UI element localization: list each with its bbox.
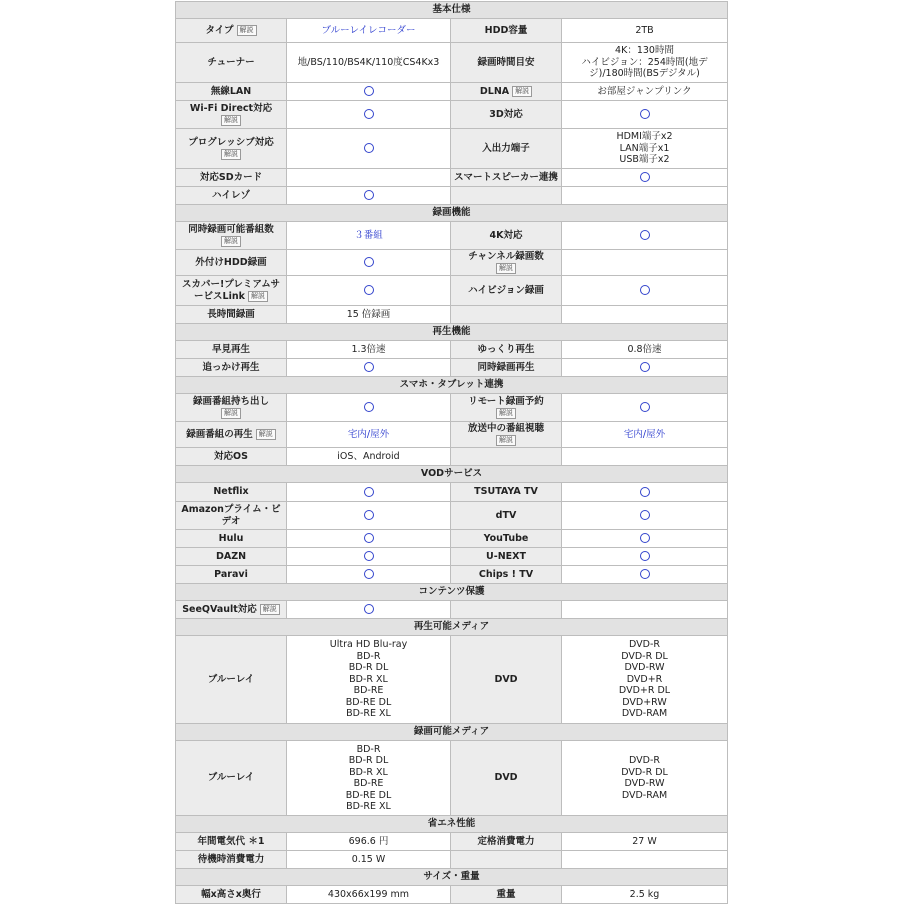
spec-label <box>176 502 287 530</box>
spec-value <box>562 222 728 250</box>
cell-text: 録画番組の再生 <box>186 428 253 440</box>
circle-mark-icon <box>364 569 374 579</box>
badge-line <box>454 263 558 275</box>
cell-text: DAZN <box>215 550 247 562</box>
circle-mark-icon <box>640 109 650 119</box>
spec-value <box>562 306 728 324</box>
cell-text: 同時録画可能番組数 <box>188 224 274 235</box>
cell-text: BD-R XL <box>349 766 388 778</box>
cell-text: LAN端子x1 <box>619 142 670 154</box>
explain-badge-button[interactable]: 解説 <box>221 115 241 126</box>
spec-row <box>176 833 728 851</box>
cell-text: YouTube <box>483 532 529 544</box>
spec-label <box>451 222 562 250</box>
cell-text: BD-RE DL <box>345 789 392 801</box>
cell-text: Ultra HD Blu-ray <box>329 639 408 651</box>
spec-value <box>287 530 451 548</box>
cell-text: DVD-RW <box>624 778 665 789</box>
spec-label <box>451 341 562 359</box>
explain-badge-button[interactable]: 解説 <box>248 291 268 302</box>
cell-text: 宅内/屋外 <box>623 428 666 440</box>
spec-value <box>562 502 728 530</box>
cell-text: Hulu <box>218 532 244 544</box>
cell-text: SeeQVault対応 <box>182 603 257 615</box>
badge-line <box>179 115 283 127</box>
cell-text: 長時間録画 <box>207 308 255 320</box>
spec-row <box>176 43 728 83</box>
spec-value <box>562 359 728 377</box>
spec-label <box>451 833 562 851</box>
cell-text: スカパー!プレミアムサービスLink <box>181 279 281 302</box>
spec-label <box>176 833 287 851</box>
cell-text: BD-R <box>356 650 381 662</box>
spec-row <box>176 422 728 448</box>
circle-mark-icon <box>364 604 374 614</box>
spec-label <box>176 530 287 548</box>
spec-value <box>287 276 451 306</box>
spec-label <box>451 43 562 83</box>
spec-value <box>562 187 728 205</box>
badge-line <box>454 435 558 447</box>
cell-text: DVD+RW <box>622 696 667 708</box>
cell-text: 入出力端子 <box>482 142 530 154</box>
spec-row <box>176 566 728 584</box>
spec-value <box>287 306 451 324</box>
cell-text: 幅x高さx奥行 <box>201 888 261 900</box>
cell-text: DVD-RAM <box>621 708 668 720</box>
explain-badge-button[interactable]: 解説 <box>260 604 280 615</box>
spec-value <box>287 548 451 566</box>
spec-row <box>176 341 728 359</box>
spec-value <box>287 566 451 584</box>
cell-text: ハイビジョン録画 <box>468 284 544 296</box>
circle-mark-icon <box>364 551 374 561</box>
spec-label <box>176 101 287 129</box>
spec-label <box>176 548 287 566</box>
cell-text: DVD+R <box>626 673 663 685</box>
section-title: コンテンツ保護 <box>176 584 728 601</box>
badge-line <box>179 408 283 420</box>
cell-text: BD-R DL <box>348 662 389 674</box>
spec-value <box>562 448 728 466</box>
section-title: サイズ・重量 <box>176 869 728 886</box>
spec-value <box>287 222 451 250</box>
spec-value <box>562 548 728 566</box>
circle-mark-icon <box>640 362 650 372</box>
spec-label <box>451 101 562 129</box>
spec-label <box>451 129 562 169</box>
spec-row <box>176 636 728 724</box>
circle-mark-icon <box>640 285 650 295</box>
spec-label <box>176 169 287 187</box>
section-title: 録画機能 <box>176 205 728 222</box>
section-header-row <box>176 2 728 19</box>
circle-mark-icon <box>640 533 650 543</box>
circle-mark-icon <box>640 230 650 240</box>
spec-value <box>287 359 451 377</box>
section-title: 録画可能メディア <box>176 724 728 741</box>
spec-label <box>176 129 287 169</box>
cell-text: ブルーレイレコーダー <box>321 24 416 36</box>
spec-value <box>287 422 451 448</box>
spec-value <box>562 276 728 306</box>
cell-text: BD-RE XL <box>346 708 391 720</box>
spec-row <box>176 83 728 101</box>
spec-value <box>287 19 451 43</box>
spec-label <box>451 851 562 869</box>
explain-badge-button[interactable]: 解説 <box>496 408 516 419</box>
spec-label <box>451 741 562 816</box>
spec-value <box>287 741 451 816</box>
cell-text: BD-R DL <box>348 755 389 766</box>
cell-text: DVD-RW <box>624 662 665 674</box>
circle-mark-icon <box>640 510 650 520</box>
spec-row <box>176 394 728 422</box>
cell-text: DVD-R DL <box>621 766 668 778</box>
spec-value <box>562 601 728 619</box>
spec-table-body <box>176 2 728 904</box>
cell-text: 放送中の番組視聴 <box>467 423 544 434</box>
circle-mark-icon <box>364 533 374 543</box>
spec-value <box>562 636 728 724</box>
cell-text: 年間電気代 ＊1 <box>197 835 265 847</box>
spec-row <box>176 359 728 377</box>
spec-value <box>287 502 451 530</box>
spec-row <box>176 250 728 276</box>
cell-text: iOS、Android <box>337 450 400 462</box>
spec-value <box>287 851 451 869</box>
cell-text: DLNA <box>479 85 510 97</box>
cell-text: 2TB <box>635 24 654 36</box>
explain-badge-button[interactable]: 解説 <box>221 236 241 247</box>
cell-text: USB端子x2 <box>619 154 670 166</box>
spec-value <box>287 43 451 83</box>
spec-value <box>562 886 728 904</box>
spec-value <box>562 101 728 129</box>
spec-label <box>176 187 287 205</box>
section-header-row <box>176 324 728 341</box>
cell-text: BD-RE DL <box>345 696 392 708</box>
cell-text: 追っかけ再生 <box>202 361 260 373</box>
spec-row <box>176 129 728 169</box>
spec-label <box>451 601 562 619</box>
cell-text: 無線LAN <box>210 85 252 97</box>
cell-text: ３番組 <box>354 229 383 241</box>
circle-mark-icon <box>364 402 374 412</box>
cell-text: DVD+R DL <box>618 685 671 697</box>
spec-label <box>176 636 287 724</box>
spec-label <box>176 601 287 619</box>
cell-text: スマートスピーカー連携 <box>454 171 558 183</box>
cell-text: 2.5 kg <box>629 888 660 900</box>
cell-text: チューナー <box>207 56 255 68</box>
spec-value <box>562 833 728 851</box>
cell-text: 696.6 円 <box>348 835 389 847</box>
spec-value <box>562 341 728 359</box>
spec-label <box>451 530 562 548</box>
spec-value <box>287 101 451 129</box>
cell-text: 15 倍録画 <box>346 308 391 320</box>
circle-mark-icon <box>364 86 374 96</box>
spec-row <box>176 741 728 816</box>
spec-value <box>562 422 728 448</box>
spec-label <box>451 636 562 724</box>
cell-text: ブルーレイ <box>207 673 255 685</box>
section-header-row <box>176 619 728 636</box>
cell-text: dTV <box>495 509 517 521</box>
spec-value <box>287 448 451 466</box>
cell-text: 0.15 W <box>351 853 386 865</box>
spec-label <box>176 276 287 306</box>
circle-mark-icon <box>364 143 374 153</box>
spec-value <box>287 129 451 169</box>
cell-text: 対応OS <box>214 450 248 462</box>
spec-label <box>451 422 562 448</box>
spec-value <box>287 83 451 101</box>
spec-label <box>451 483 562 502</box>
cell-text: BD-R XL <box>349 673 388 685</box>
spec-label <box>176 448 287 466</box>
circle-mark-icon <box>364 362 374 372</box>
spec-row <box>176 187 728 205</box>
spec-label <box>451 448 562 466</box>
circle-mark-icon <box>364 487 374 497</box>
spec-label <box>176 741 287 816</box>
spec-value <box>287 250 451 276</box>
cell-text: 3D対応 <box>489 108 523 120</box>
section-title: 再生可能メディア <box>176 619 728 636</box>
spec-label <box>176 422 287 448</box>
spec-value <box>562 741 728 816</box>
spec-value <box>562 129 728 169</box>
cell-text: 早見再生 <box>211 343 250 355</box>
circle-mark-icon <box>640 569 650 579</box>
cell-text: 待機時消費電力 <box>197 853 265 865</box>
spec-row <box>176 19 728 43</box>
spec-value <box>562 250 728 276</box>
section-title: スマホ・タブレット連携 <box>176 377 728 394</box>
cell-text: 外付けHDD録画 <box>195 256 267 268</box>
circle-mark-icon <box>364 510 374 520</box>
spec-label <box>176 886 287 904</box>
cell-text: 4K対応 <box>489 229 523 241</box>
circle-mark-icon <box>364 285 374 295</box>
spec-value <box>562 851 728 869</box>
spec-row <box>176 276 728 306</box>
spec-label <box>451 250 562 276</box>
spec-label <box>451 83 562 101</box>
spec-value <box>562 19 728 43</box>
circle-mark-icon <box>640 402 650 412</box>
spec-value <box>562 83 728 101</box>
cell-text: 0.8倍速 <box>627 343 662 355</box>
spec-row <box>176 530 728 548</box>
spec-label <box>176 43 287 83</box>
spec-value <box>287 483 451 502</box>
spec-value <box>287 601 451 619</box>
cell-text: 1.3倍速 <box>351 343 386 355</box>
spec-value <box>562 43 728 83</box>
spec-label <box>176 851 287 869</box>
spec-value <box>562 169 728 187</box>
spec-value <box>562 566 728 584</box>
spec-label <box>451 359 562 377</box>
circle-mark-icon <box>364 109 374 119</box>
explain-badge-button[interactable]: 解説 <box>512 86 532 97</box>
cell-text: 重量 <box>496 888 516 900</box>
circle-mark-icon <box>364 257 374 267</box>
badge-line <box>454 408 558 420</box>
spec-value <box>562 483 728 502</box>
cell-text: DVD-RAM <box>621 789 668 801</box>
spec-label <box>451 169 562 187</box>
cell-text: Chips ! TV <box>478 568 534 580</box>
section-title: 基本仕様 <box>176 2 728 19</box>
cell-text: お部屋ジャンプリンク <box>597 85 692 97</box>
cell-text: タイプ <box>205 24 234 36</box>
spec-value <box>287 886 451 904</box>
cell-text: 宅内/屋外 <box>347 428 390 440</box>
cell-text: ゆっくり再生 <box>477 343 535 355</box>
cell-text: Netflix <box>213 486 249 498</box>
spec-row <box>176 601 728 619</box>
cell-text: ブルーレイ <box>207 772 255 784</box>
spec-label <box>176 250 287 276</box>
spec-value <box>287 169 451 187</box>
spec-label <box>176 341 287 359</box>
spec-table <box>175 1 728 904</box>
cell-text: 同時録画再生 <box>477 361 535 373</box>
section-header-row <box>176 584 728 601</box>
explain-badge-button[interactable]: 解説 <box>221 149 241 160</box>
cell-text: ハイビジョン：254時間(地デジ)/180時間(BSデジタル) <box>581 56 708 80</box>
spec-label <box>451 886 562 904</box>
spec-row <box>176 851 728 869</box>
explain-badge-button[interactable]: 解説 <box>221 408 241 419</box>
spec-value <box>287 394 451 422</box>
cell-text: DVD <box>494 673 518 685</box>
section-header-row <box>176 816 728 833</box>
explain-badge-button[interactable]: 解説 <box>237 25 257 36</box>
cell-text: 録画時間目安 <box>477 56 535 68</box>
cell-text: 定格消費電力 <box>477 835 535 847</box>
cell-text: 録画番組持ち出し <box>192 396 269 407</box>
spec-value <box>287 187 451 205</box>
spec-row <box>176 448 728 466</box>
cell-text: ハイレゾ <box>211 189 250 201</box>
cell-text: BD-R <box>356 743 381 755</box>
section-header-row <box>176 205 728 222</box>
cell-text: DVD <box>494 772 518 784</box>
spec-label <box>451 306 562 324</box>
cell-text: 27 W <box>632 835 657 847</box>
spec-value <box>287 833 451 851</box>
spec-row <box>176 886 728 904</box>
spec-value <box>287 636 451 724</box>
badge-line <box>179 149 283 161</box>
spec-label <box>451 276 562 306</box>
spec-value <box>562 394 728 422</box>
section-header-row <box>176 466 728 483</box>
cell-text: 430x66x199 mm <box>327 888 410 900</box>
spec-label <box>176 359 287 377</box>
cell-text: チャンネル録画数 <box>468 251 544 262</box>
spec-value <box>287 341 451 359</box>
cell-text: TSUTAYA TV <box>474 486 538 498</box>
spec-label <box>176 19 287 43</box>
cell-text: DVD-R <box>629 639 660 651</box>
spec-label <box>176 566 287 584</box>
spec-label <box>451 548 562 566</box>
circle-mark-icon <box>640 172 650 182</box>
section-title: VODサービス <box>176 466 728 483</box>
spec-row <box>176 483 728 502</box>
section-header-row <box>176 869 728 886</box>
cell-text: DVD-R <box>629 755 660 766</box>
spec-label <box>451 19 562 43</box>
cell-text: Wi-Fi Direct対応 <box>189 103 273 114</box>
badge-line <box>179 236 283 248</box>
spec-row <box>176 502 728 530</box>
section-title: 省エネ性能 <box>176 816 728 833</box>
spec-value <box>562 530 728 548</box>
spec-label <box>176 394 287 422</box>
cell-text: BD-RE XL <box>346 801 391 812</box>
section-title: 再生機能 <box>176 324 728 341</box>
spec-label <box>176 222 287 250</box>
cell-text: 4K：130時間 <box>615 45 674 57</box>
section-header-row <box>176 724 728 741</box>
circle-mark-icon <box>640 551 650 561</box>
cell-text: 対応SDカード <box>199 171 263 183</box>
circle-mark-icon <box>640 487 650 497</box>
spec-label <box>176 306 287 324</box>
circle-mark-icon <box>364 190 374 200</box>
section-header-row <box>176 377 728 394</box>
spec-label <box>451 502 562 530</box>
spec-label <box>176 83 287 101</box>
explain-badge-button[interactable]: 解説 <box>496 263 516 274</box>
spec-row <box>176 169 728 187</box>
spec-label <box>451 566 562 584</box>
spec-row <box>176 222 728 250</box>
cell-text: U-NEXT <box>486 550 526 562</box>
cell-text: 地/BS/110/BS4K/110度CS4Kx3 <box>297 56 440 68</box>
cell-text: DVD-R DL <box>621 650 668 662</box>
cell-text: Amazonプライム・ビデオ <box>181 504 281 527</box>
spec-row <box>176 101 728 129</box>
cell-text: BD-RE <box>353 685 384 697</box>
spec-row <box>176 548 728 566</box>
explain-badge-button[interactable]: 解説 <box>496 435 516 446</box>
spec-label <box>176 483 287 502</box>
cell-text: BD-RE <box>353 778 384 789</box>
spec-label <box>451 394 562 422</box>
cell-text: リモート録画予約 <box>468 396 544 407</box>
explain-badge-button[interactable]: 解説 <box>256 429 276 440</box>
cell-text: Paravi <box>214 568 248 580</box>
spec-row <box>176 306 728 324</box>
spec-label <box>451 187 562 205</box>
cell-text: HDMI端子x2 <box>616 131 673 143</box>
cell-text: プログレッシブ対応 <box>188 137 274 148</box>
cell-text: HDD容量 <box>484 24 528 36</box>
